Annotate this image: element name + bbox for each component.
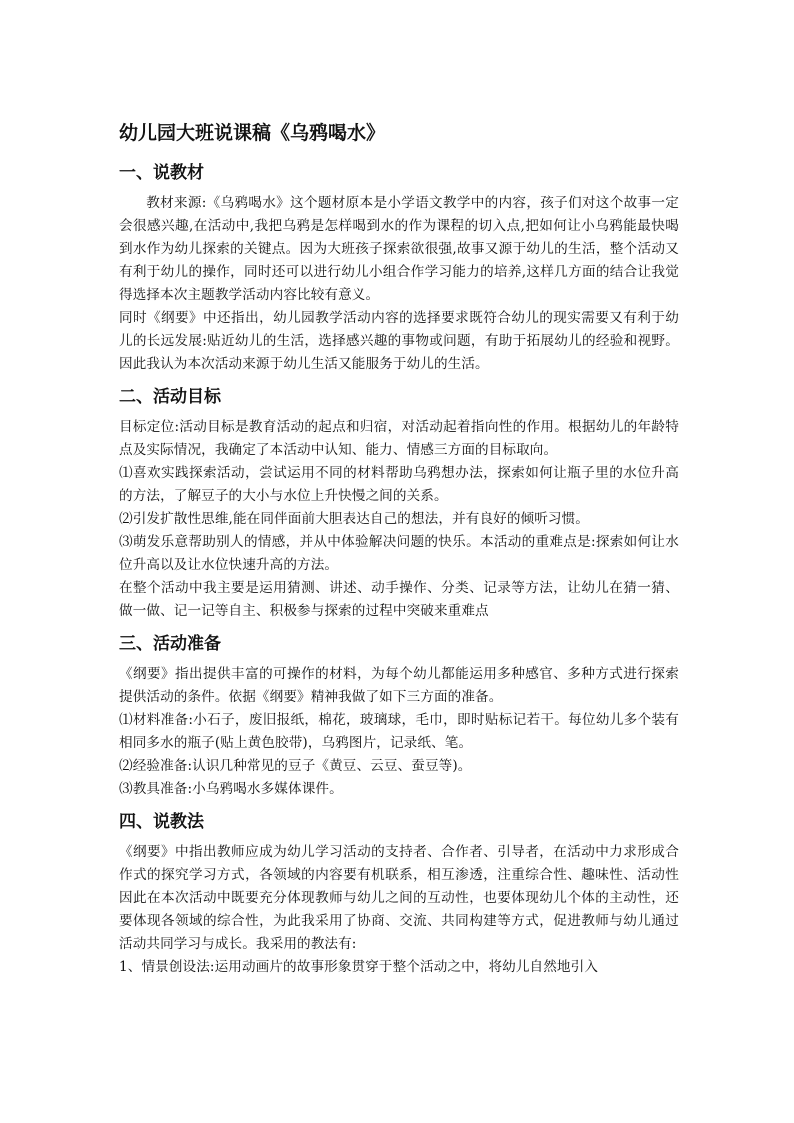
list-item: ⑶萌发乐意帮助别人的情感，并从中体验解决问题的快乐。本活动的重难点是:探索如何让水位升高以及让水位快速升高的方法。 <box>119 534 679 573</box>
list-item: ⑵经验准备:认识几种常见的豆子《黄豆、云豆、蚕豆等)。 <box>119 758 472 774</box>
document-title: 幼儿园大班说课稿《乌鸦喝水》 <box>119 122 386 144</box>
section-heading: 一、说教材 <box>119 163 204 183</box>
section-activity-preparation <box>119 631 679 801</box>
section-teaching-methods <box>119 809 679 979</box>
document-page <box>119 118 679 979</box>
section-heading: 二、活动目标 <box>119 387 221 407</box>
paragraph: 《纲要》指出提供丰富的可操作的材料，为每个幼儿都能运用多种感官、多种方式进行探索提供活动的条件。依据《纲要》精神我做了如下三方面的准备。 <box>119 666 679 705</box>
section-teaching-material <box>119 160 679 376</box>
paragraph: 同时《纲要》中还指出，幼儿园教学活动内容的选择要求既符合幼儿的现实需要又有利于幼儿的长远发展:贴近幼儿的生活，选择感兴趣的事物或问题，有助于拓展幼儿的经验和视野。因此我认为本次活动来源于幼儿生活又能服务于幼儿的生活。 <box>119 310 679 372</box>
paragraph: 教材来源:《乌鸦喝水》这个题材原本是小学语文教学中的内容，孩子们对这个故事一定会很感兴趣,在活动中,我把乌鸦是怎样喝到水的作为课程的切入点,把如何让小乌鸦能最快喝到水作为幼儿探索的关键点。因为大班孩子探索欲很强,故事又源于幼儿的生活，整个活动又有利于幼儿的操作，同时还可以进行幼儿小组合作学习能力的培养,这样几方面的结合让我觉得选择本次主题教学活动内容比较有意义。 <box>119 195 679 303</box>
paragraph: 目标定位:活动目标是教育活动的起点和归宿，对活动起着指向性的作用。根据幼儿的年龄特点及实际情况，我确定了本活动中认知、能力、情感三方面的目标取向。 <box>119 419 679 458</box>
list-item: ⑶教具准备:小乌鸦喝水多媒体课件。 <box>119 781 343 797</box>
paragraph: 在整个活动中我主要是运用猜测、讲述、动手操作、分类、记录等方法，让幼儿在猜一猜、做一做、记一记等自主、积极参与探索的过程中突破来重难点 <box>119 580 679 619</box>
section-activity-goals <box>119 384 679 623</box>
section-heading: 四、说教法 <box>119 812 204 832</box>
paragraph: 《纲要》中指出教师应成为幼儿学习活动的支持者、合作者、引导者，在活动中力求形成合作式的探究学习方式，各领域的内容要有机联系，相互渗透，注重综合性、趣味性、活动性因此在本次活动中既要充分体现教师与幼儿之间的互动性，也要体现幼儿个体的主动性，还要体现各领域的综合性，为此我采用了协商、交流、共同构建等方式，促进教师与幼儿通过活动共同学习与成长。我采用的教法有: <box>119 844 679 952</box>
list-item: 1、情景创设法:运用动画片的故事形象贯穿于整个活动之中，将幼儿自然地引入 <box>119 959 599 975</box>
section-heading: 三、活动准备 <box>119 634 221 654</box>
list-item: ⑵引发扩散性思维,能在同伴面前大胆表达自己的想法，并有良好的倾听习惯。 <box>119 511 590 527</box>
list-item: ⑴材料准备:小石子，废旧报纸，棉花，玻璃球，毛巾，即时贴标记若干。每位幼儿多个装有相同多水的瓶子(贴上黄色胶带)，乌鸦图片，记录纸、笔。 <box>119 712 679 751</box>
list-item: ⑴喜欢实践探索活动，尝试运用不同的材料帮助乌鸦想办法，探索如何让瓶子里的水位升高的方法，了解豆子的大小与水位上升快慢之间的关系。 <box>119 465 679 504</box>
